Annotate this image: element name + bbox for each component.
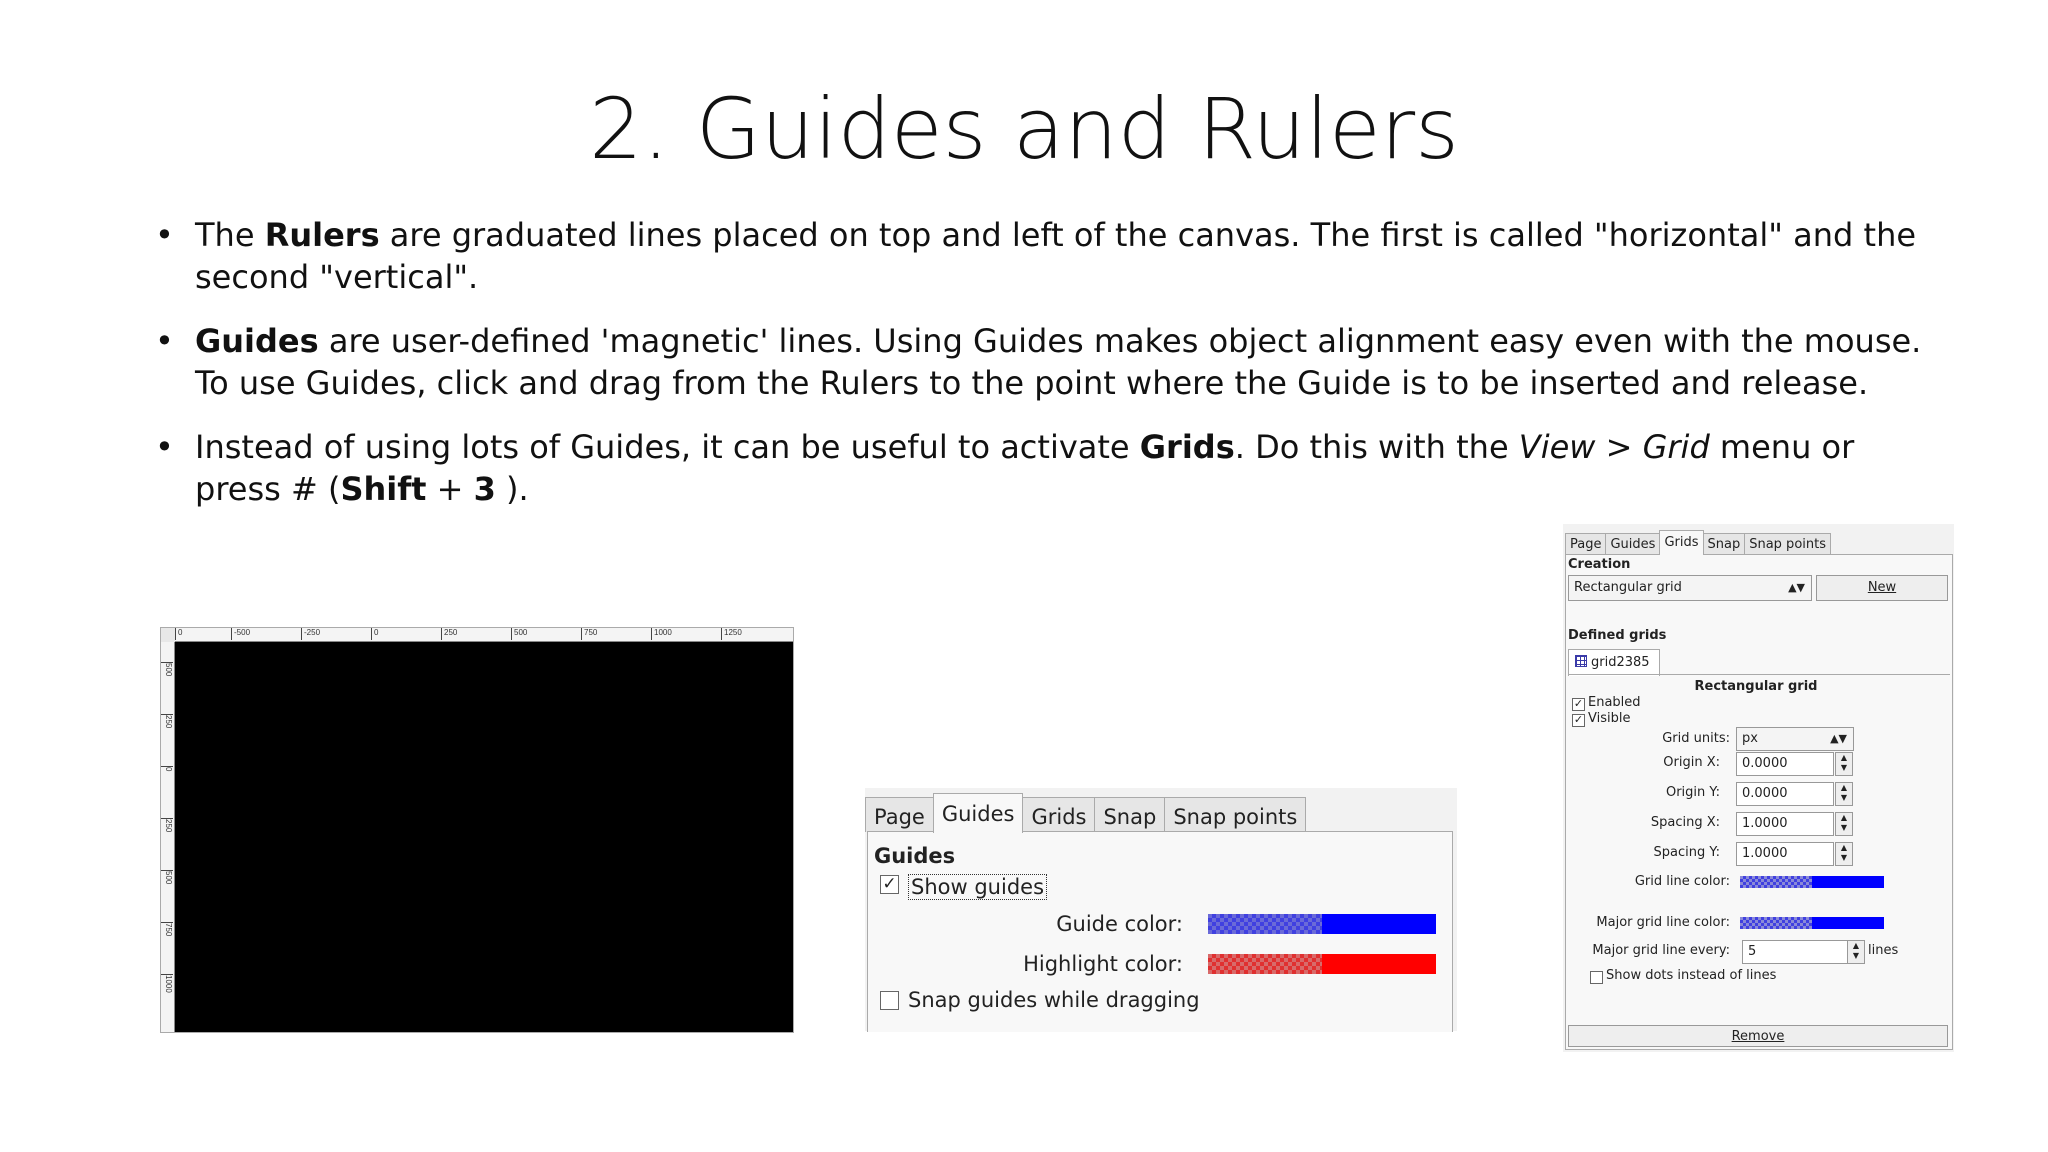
slide-title: 2. Guides and Rulers (589, 80, 1459, 178)
ruler-tick-label: 0 (161, 766, 173, 797)
ruler-tick-label: 750 (161, 922, 173, 953)
enabled-label[interactable]: Enabled (1588, 695, 1641, 710)
show-guides-checkbox[interactable]: ✓ (880, 875, 899, 894)
spin-arrows-icon[interactable]: ▲ ▼ (1835, 842, 1853, 866)
ruler-tick-label: 500 (161, 662, 173, 693)
highlight-color-swatch[interactable] (1208, 954, 1436, 974)
origin-y-input[interactable] (1736, 782, 1848, 806)
enabled-checkbox[interactable]: ✓ (1573, 697, 1584, 710)
drawing-canvas[interactable] (175, 642, 793, 1032)
show-dots-checkbox[interactable] (1590, 971, 1603, 984)
major-grid-every-label: Major grid line every: (1592, 943, 1730, 958)
origin-x-label: Origin X: (1663, 755, 1720, 770)
grid-panel-title: Rectangular grid (1694, 679, 1818, 694)
ruler-tick-label: -250 (301, 628, 320, 640)
spin-arrows-icon[interactable]: ▲ ▼ (1835, 812, 1853, 836)
tab-grids[interactable]: Grids (1659, 530, 1703, 555)
spacing-x-label: Spacing X: (1650, 815, 1720, 830)
ruler-tick-label: -500 (231, 628, 250, 640)
tab-snap[interactable]: Snap (1703, 533, 1746, 554)
ruler-tick-label: 500 (161, 870, 173, 901)
tab-guides[interactable]: Guides (1605, 533, 1660, 554)
updown-arrow-icon: ▲▼ (1788, 581, 1805, 594)
grid-tab-label: grid2385 (1591, 655, 1650, 670)
spacing-y-value: 1.0000 (1742, 846, 1788, 861)
remove-grid-button[interactable]: Remove (1568, 1025, 1948, 1047)
spacing-y-input[interactable] (1736, 842, 1848, 866)
grid-type-value: Rectangular grid (1574, 580, 1682, 595)
grids-panel (1565, 554, 1953, 1050)
guides-panel (867, 831, 1453, 1032)
origin-x-value: 0.0000 (1742, 756, 1788, 771)
guides-dialog-tabs (865, 793, 1305, 831)
guide-color-label: Guide color: (1056, 912, 1183, 936)
ruler-tick-label: 1000 (651, 628, 672, 640)
lines-label: lines (1868, 943, 1899, 958)
visible-checkbox[interactable]: ✓ (1573, 713, 1584, 726)
grid-tab[interactable] (1568, 649, 1660, 676)
ruler-tick-label: 250 (441, 628, 457, 640)
tab-grids[interactable]: Grids (1022, 797, 1095, 832)
tab-snap-points[interactable]: Snap points (1164, 797, 1306, 832)
major-grid-every-input[interactable] (1742, 940, 1860, 964)
origin-y-label: Origin Y: (1665, 785, 1720, 800)
ruler-tick-label: 1000 (161, 974, 173, 1005)
canvas-screenshot (160, 627, 794, 1033)
ruler-tick-label: 0 (371, 628, 378, 640)
spacing-x-value: 1.0000 (1742, 816, 1788, 831)
new-grid-button[interactable]: New (1816, 575, 1948, 601)
horizontal-ruler[interactable] (175, 628, 793, 642)
spacing-x-input[interactable] (1736, 812, 1848, 836)
guides-section-title: Guides (874, 844, 956, 868)
grid-type-select[interactable] (1568, 575, 1812, 601)
bullet-list (155, 214, 1935, 532)
bullet-grids: • Instead of using lots of Guides, it can be useful to activate Grids. Do this with the View > Grid menu or press # (Shift + 3 ). (155, 426, 1935, 510)
bullet-rulers: • The Rulers are graduated lines placed on top and left of the canvas. The first is called "horizontal" and the second "vertical". (155, 214, 1935, 298)
tab-page[interactable]: Page (865, 797, 934, 832)
tab-page[interactable]: Page (1565, 533, 1606, 554)
tab-snap-points[interactable]: Snap points (1744, 533, 1831, 554)
ruler-tick-label: 250 (161, 818, 173, 849)
visible-label[interactable]: Visible (1588, 711, 1631, 726)
grid-icon (1575, 655, 1587, 667)
guide-color-swatch[interactable] (1208, 914, 1436, 934)
spin-arrows-icon[interactable]: ▲ ▼ (1847, 940, 1865, 964)
grid-units-value: px (1742, 731, 1758, 746)
show-guides-label[interactable]: Show guides (908, 874, 1047, 900)
ruler-tick-label: 750 (581, 628, 597, 640)
snap-guides-label[interactable]: Snap guides while dragging (908, 988, 1200, 1012)
bullet-guides: • Guides are user-defined 'magnetic' lines. Using Guides makes object alignment easy even with the mouse. To use Guides, click and drag from the Rulers to the point where the Guide is to be inserted and release. (155, 320, 1935, 404)
grid-units-select[interactable] (1736, 727, 1854, 751)
grids-dialog-tabs (1565, 530, 1830, 555)
ruler-tick-label: 250 (161, 714, 173, 745)
ruler-tick-label: 1250 (721, 628, 742, 640)
show-dots-label[interactable]: Show dots instead of lines (1606, 968, 1777, 983)
spacing-y-label: Spacing Y: (1653, 845, 1720, 860)
spin-arrows-icon[interactable]: ▲ ▼ (1835, 782, 1853, 806)
grid-line-color-label: Grid line color: (1634, 874, 1730, 889)
guides-dialog (865, 788, 1457, 1031)
major-grid-every-value: 5 (1748, 944, 1757, 959)
updown-arrow-icon: ▲▼ (1830, 732, 1847, 745)
ruler-tick-label: 0 (175, 628, 182, 640)
spin-arrows-icon[interactable]: ▲ ▼ (1835, 752, 1853, 776)
highlight-color-label: Highlight color: (1023, 952, 1183, 976)
tab-snap[interactable]: Snap (1094, 797, 1165, 832)
grid-line-color-swatch[interactable] (1740, 876, 1884, 888)
grid-settings-panel (1568, 674, 1950, 993)
vertical-ruler[interactable] (161, 642, 175, 1032)
tab-guides[interactable]: Guides (933, 793, 1024, 833)
creation-label: Creation (1568, 557, 1631, 572)
defined-grids-label: Defined grids (1568, 628, 1667, 643)
grid-units-label: Grid units: (1662, 731, 1730, 746)
snap-guides-checkbox[interactable] (880, 991, 899, 1010)
origin-x-input[interactable] (1736, 752, 1848, 776)
ruler-tick-label: 500 (511, 628, 527, 640)
major-grid-line-color-swatch[interactable] (1740, 917, 1884, 929)
grids-dialog (1563, 524, 1954, 1052)
origin-y-value: 0.0000 (1742, 786, 1788, 801)
major-grid-line-color-label: Major grid line color: (1596, 915, 1730, 930)
